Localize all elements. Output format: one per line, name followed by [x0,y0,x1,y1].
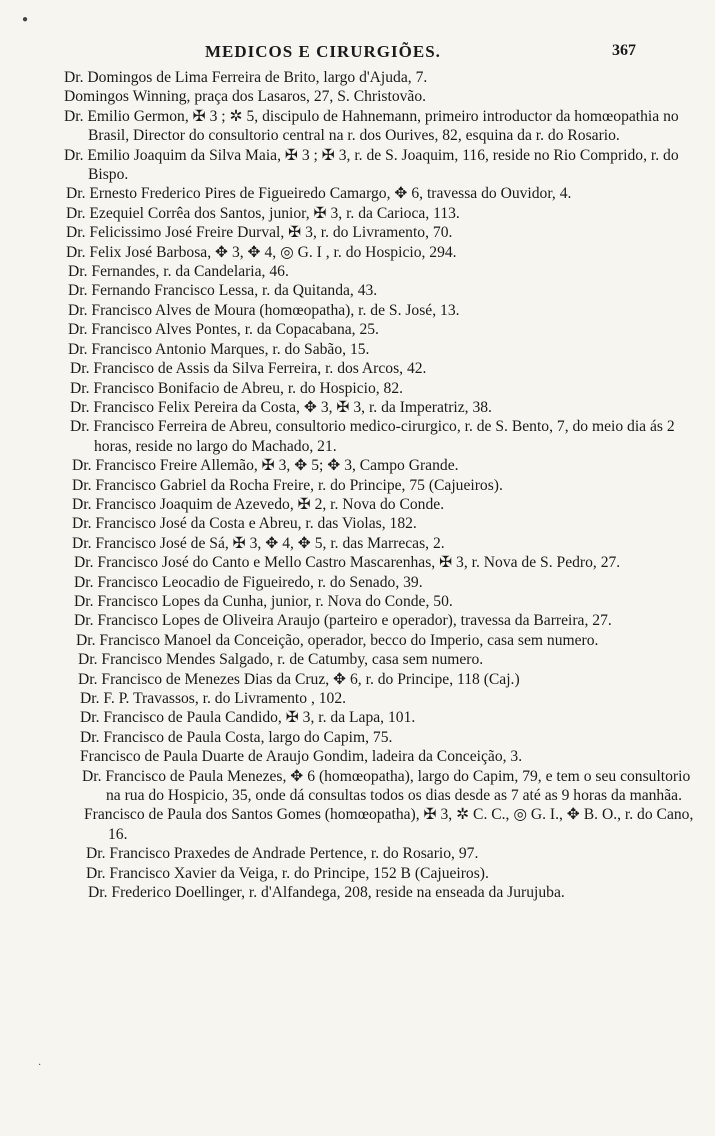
page-number: 367 [612,42,636,59]
margin-dot: · [38,1060,42,1071]
list-item: Dr. Francisco Alves de Moura (homœopatha), r. de S. José, 13. [68,301,460,319]
list-item: Dr. Emilio Germon, ✠ 3 ; ✲ 5, discipulo de Hahnemann, primeiro introductor da homœopathia no Brasil, Director do consultorio central na r. dos Ourives, 82, esquina da r. do Rosario. [64,107,679,145]
list-item: Dr. Ezequiel Corrêa dos Santos, junior, ✠ 3, r. da Carioca, 113. [66,204,460,222]
list-item: Dr. Francisco Joaquim de Azevedo, ✠ 2, r. Nova do Conde. [72,495,445,513]
list-item: Dr. Francisco Freire Allemão, ✠ 3, ✥ 5; ✥ 3, Campo Grande. [72,457,459,475]
list-item: Dr. Francisco José do Canto e Mello Castro Mascarenhas, ✠ 3, r. Nova de S. Pedro, 27. [74,554,621,572]
list-item: Dr. Francisco Praxedes de Andrade Pertence, r. do Rosario, 97. [86,845,479,863]
list-item: Dr. Francisco de Paula Costa, largo do Capim, 75. [80,728,393,746]
list-item: Dr. Fernando Francisco Lessa, r. da Quitanda, 43. [68,282,378,300]
list-item: Dr. Francisco Manoel da Conceição, operador, becco do Imperio, casa sem numero. [76,631,599,649]
list-item: Dr. Emilio Joaquim da Silva Maia, ✠ 3 ; ✠ 3, r. de S. Joaquim, 116, reside no Rio Comprido, r. do Bispo. [64,146,679,184]
list-item: Dr. Francisco de Menezes Dias da Cruz, ✥ 6, r. do Principe, 118 (Caj.) [78,670,520,688]
list-item: Dr. Francisco Xavier da Veiga, r. do Principe, 152 B (Cajueiros). [86,864,489,882]
list-item: Dr. Francisco Mendes Salgado, r. de Catumby, casa sem numero. [78,651,484,669]
list-item: Francisco de Paula Duarte de Araujo Gondim, ladeira da Conceição, 3. [80,748,523,766]
list-item: Dr. Francisco Lopes de Oliveira Araujo (parteiro e operador), travessa da Barreira, 27. [74,612,612,630]
list-item: Dr. Domingos de Lima Ferreira de Brito, largo d'Ajuda, 7. [64,69,428,86]
list-item: Francisco de Paula dos Santos Gomes (homœopatha), ✠ 3, ✲ C. C., ◎ G. I., ✥ B. O., r. do Cano, 16. [84,806,694,843]
margin-dot: ● [22,14,29,25]
list-item: Dr. Francisco de Paula Candido, ✠ 3, r. da Lapa, 101. [80,709,416,727]
list-item: Dr. Francisco Gabriel da Rocha Freire, r. do Principe, 75 (Cajueiros). [72,476,503,494]
list-item: Dr. F. P. Travassos, r. do Livramento , 102. [80,690,347,707]
list-item: Dr. Fernandes, r. da Candelaria, 46. [68,263,289,281]
list-item: Dr. Francisco Ferreira de Abreu, consultorio medico-cirurgico, r. de S. Bento, 7, do meio dia ás 2 horas, reside no largo do Machado, 21. [70,418,675,455]
page-title: MEDICOS E CIRURGIÕES. [205,42,441,61]
list-item: Dr. Francisco Antonio Marques, r. do Sabão, 15. [68,340,370,358]
list-item: Dr. Francisco José da Costa e Abreu, r. das Violas, 182. [72,515,417,533]
list-item: Dr. Francisco José de Sá, ✠ 3, ✥ 4, ✥ 5, r. das Marrecas, 2. [72,534,445,552]
list-item: Dr. Francisco Alves Pontes, r. da Copacabana, 25. [68,321,379,339]
list-item: Dr. Felix José Barbosa, ✥ 3, ✥ 4, ◎ G. I , r. do Hospicio, 294. [66,243,457,261]
directory-list [0,68,715,902]
list-item: Domingos Winning, praça dos Lasaros, 27, S. Christovão. [64,88,427,106]
list-item: Dr. Francisco de Paula Menezes, ✥ 6 (homœopatha), largo do Capim, 79, e tem o seu consultorio na rua do Hospicio, 35, onde dá consultas todos os dias desde as 7 até as 9 horas da manhãa. [82,767,691,805]
list-item: Dr. Felicissimo José Freire Durval, ✠ 3, r. do Livramento, 70. [66,224,453,242]
list-item: Dr. Francisco Lopes da Cunha, junior, r. Nova do Conde, 50. [74,592,453,610]
list-item: Dr. Frederico Doellinger, r. d'Alfandega, 208, reside na enseada da Jurujuba. [88,884,565,902]
list-item: Dr. Francisco de Assis da Silva Ferreira, r. dos Arcos, 42. [70,360,427,378]
page-header [0,42,715,68]
list-item: Dr. Ernesto Frederico Pires de Figueiredo Camargo, ✥ 6, travessa do Ouvidor, 4. [66,185,572,203]
list-item: Dr. Francisco Felix Pereira da Costa, ✥ 3, ✠ 3, r. da Imperatriz, 38. [70,398,492,416]
list-item: Dr. Francisco Bonifacio de Abreu, r. do Hospicio, 82. [70,379,404,397]
list-item: Dr. Francisco Leocadio de Figueiredo, r. do Senado, 39. [74,573,423,591]
